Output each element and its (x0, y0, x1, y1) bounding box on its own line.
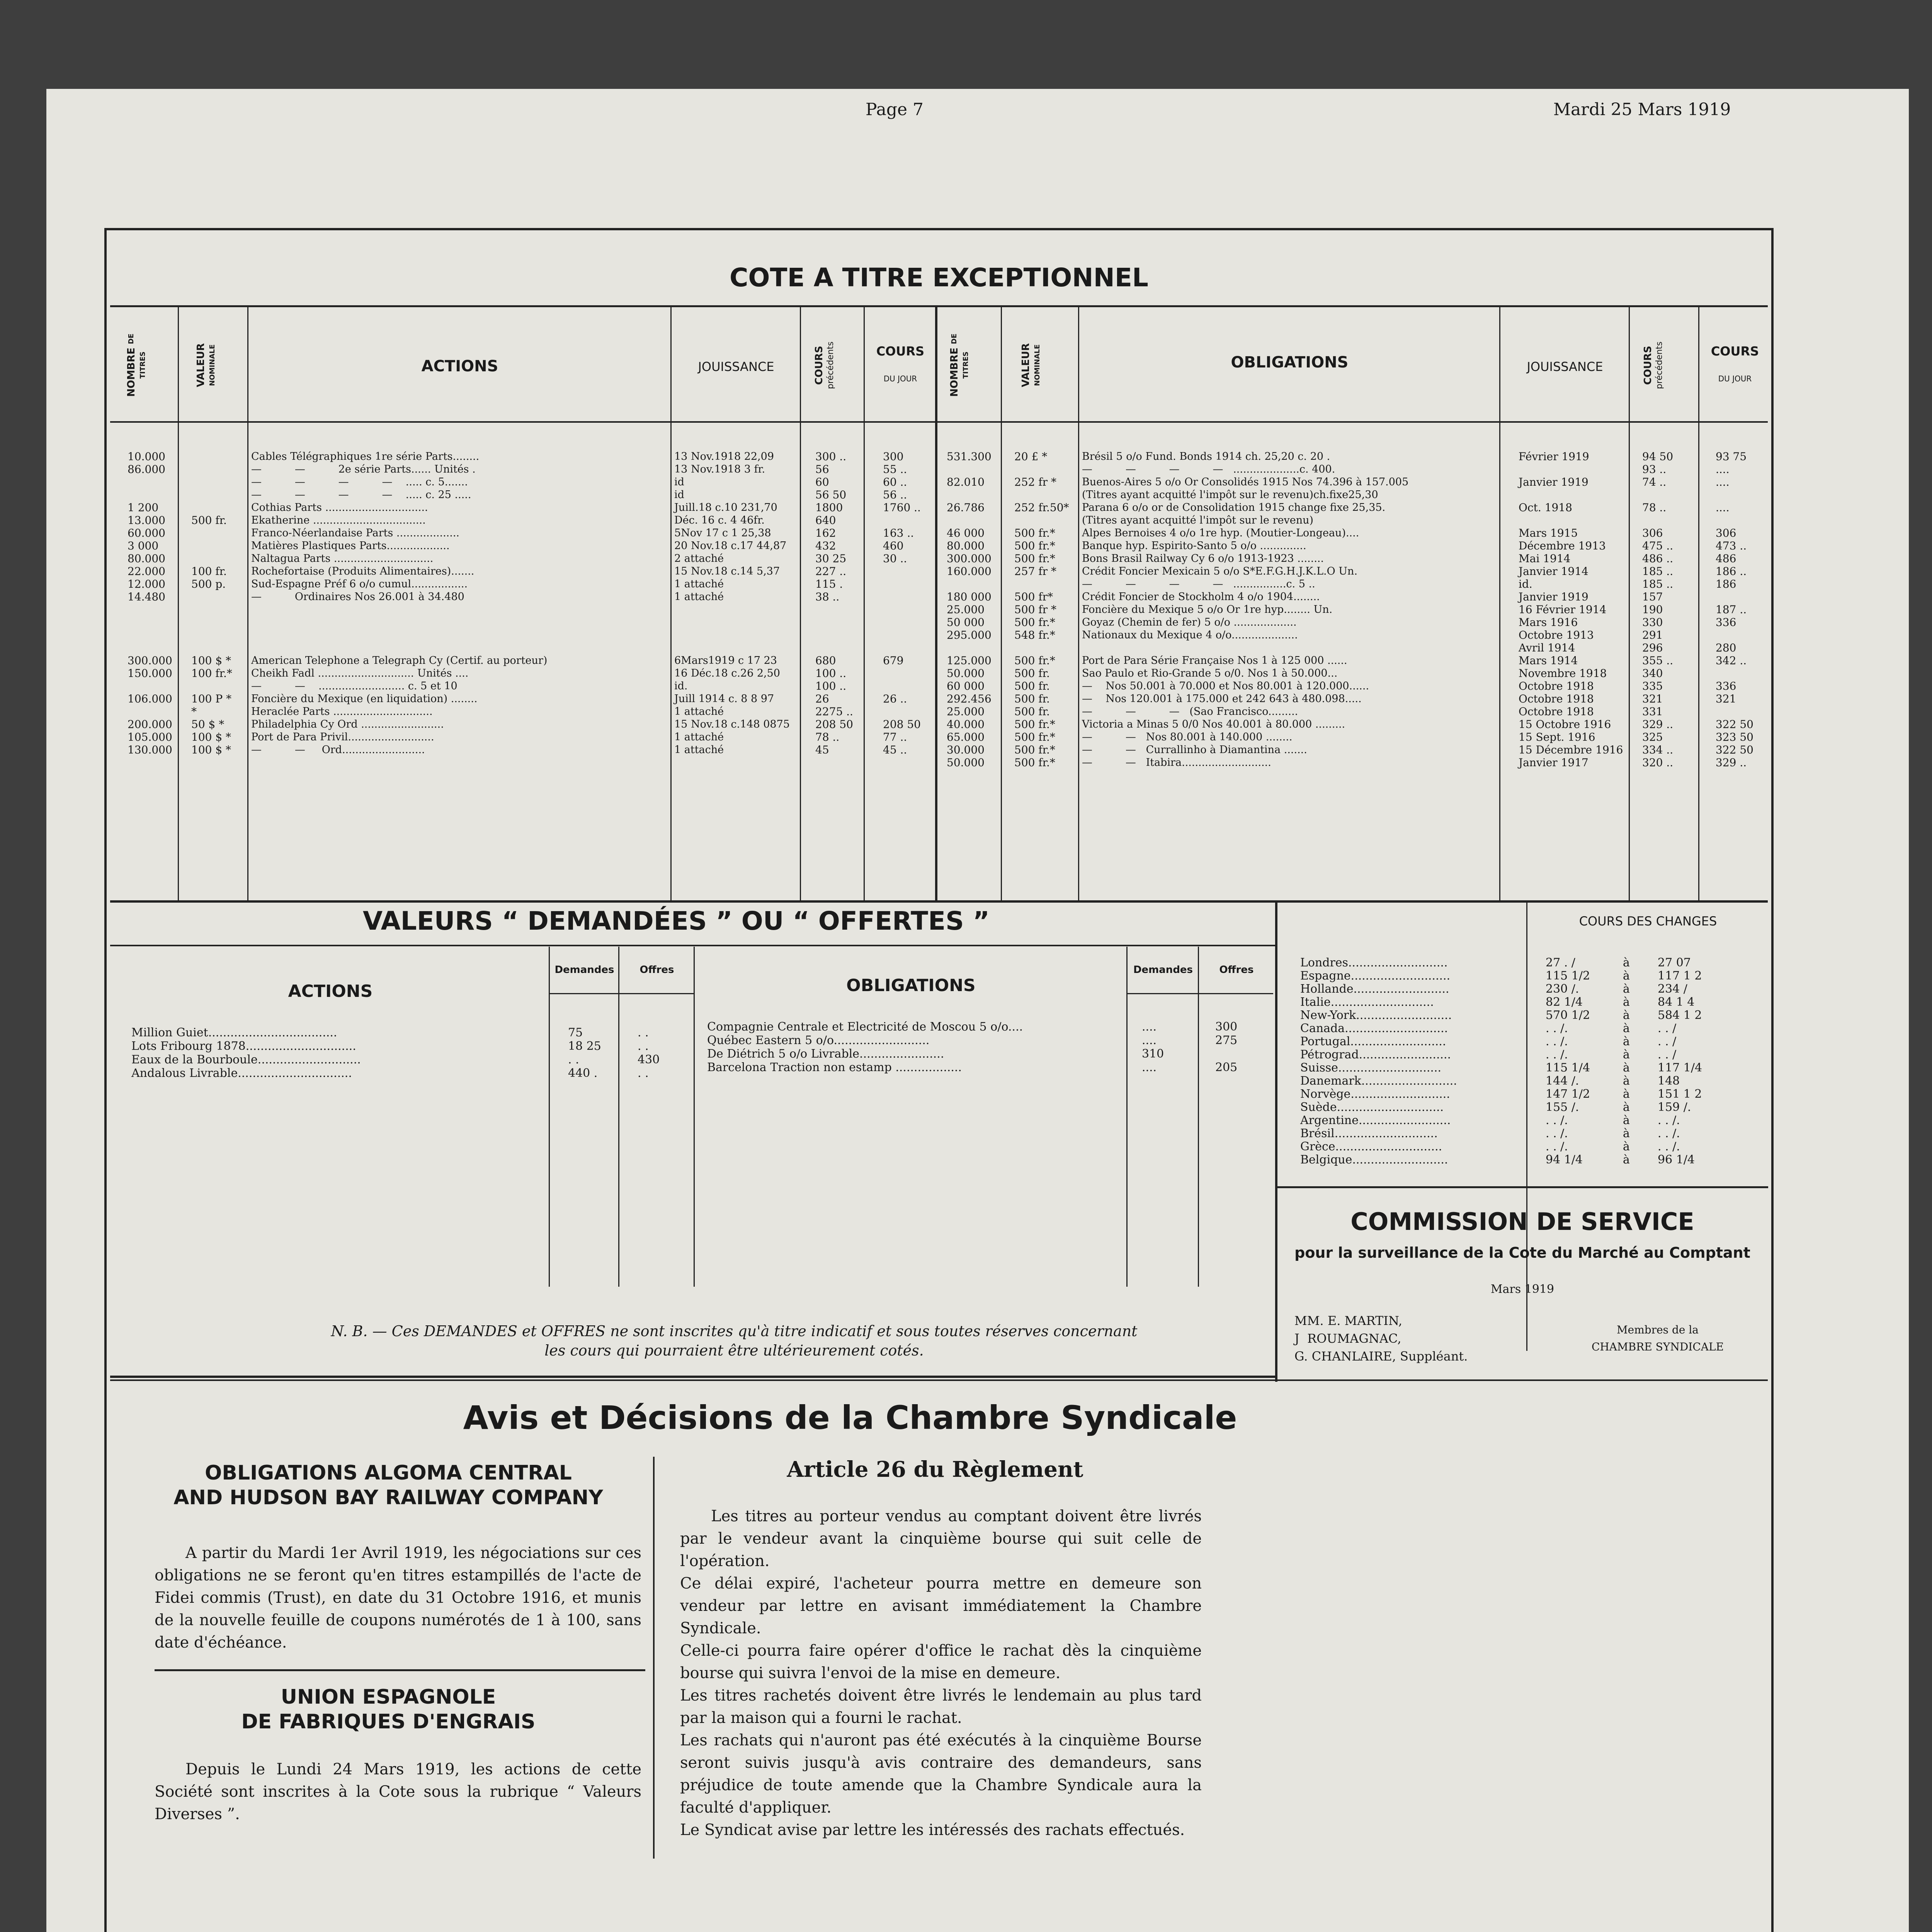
changes-to: 27 07 117 1 2 234 / 84 1 4 584 1 2 . . / . . / . . / 117 1/4 148 151 1 2 159 /. . . /. . . /. . . /. 96 1/4 (1658, 956, 1702, 1167)
valeurs-demandes-list-2: .... .... 310 .... (1142, 1020, 1164, 1074)
col-cours-precedents-r: 94 50 93 .. 74 .. 78 .. 306 475 .. 486 .. 185 .. 185 .. 157 190 330 291 296 355 .. 340 335 321 331 329 .. 325 334 .. 320 .. (1642, 450, 1673, 769)
valeurs-offres-header-2: Offres (1219, 964, 1254, 976)
valeurs-rule-bottom (110, 1376, 1275, 1378)
valeurs-vrule (1126, 947, 1128, 1287)
cote-vrule (1001, 307, 1002, 900)
changes-places: Londres........................... Espagne........................... Hollande.......................... Italie............................ New-York.......................... Canada............................ Portugal.......................... Pétrograd......................... Suisse............................ Danemark.......................... Norvège........................... Suède............................. Argentine......................... Brésil............................ Grèce............................. Belgique.......................... (1300, 956, 1457, 1167)
col-obligations: Brésil 5 o/o Fund. Bonds 1914 ch. 25,20 c. 20 . — — — — ....................c. 400. Buenos-Aires 5 o/o Or Consolidés 1915 Nos 74.396 à 157.005 (Titres ayant acquitté l'impôt sur le revenu)ch.fixe25,30 Parana 6 o/o or de Consolidation 1915 change fixe 25,35. (Titres ayant acquitté l'impôt sur le revenu) Alpes Bernoises 4 o/o 1re hyp. (Moutier-Longeau).... Banque hyp. Espirito-Santo 5 o/o .............. Bons Brasil Railway Cy 6 o/o 1913-1923 ........ Crédit Foncier Mexicain 5 o/o S*E.F.G.H.J.K.L.O Un. — — — — ................c. 5 .. Crédit Foncier de Stockholm 4 o/o 1904........ Foncière du Mexique 5 o/o Or 1re hyp........ Un. Goyaz (Chemin de fer) 5 o/o ................... Nationaux du Mexique 4 o/o.................... Port de Para Série Française Nos 1 à 125 000 ...... Sao Paulo et Rio-Grande 5 o/0. Nos 1 à 50.000... — Nos 50.001 à 70.000 et Nos 80.001 à 120.000...... — Nos 120.001 à 175.000 et 242 643 à 480.098..... — — — (Sao Francisco......... Victoria a Minas 5 0/0 Nos 40.001 à 80.000 ......... — — Nos 80.001 à 140.000 ........ — — Currallinho à Diamantina ....... — — Itabira........................... (1082, 451, 1409, 769)
col-nombre-r: 531.300 82.010 26.786 46 000 80.000 300.000 160.000 180 000 25.000 50 000 295.000 125.000 50.000 60 000 292.456 25.000 40.000 65.000 30.000 50.000 (947, 450, 992, 769)
valeurs-vrule (1198, 947, 1199, 1287)
issue-date: Mardi 25 Mars 1919 (1553, 100, 1731, 119)
avis-rule (110, 1379, 1768, 1381)
valeurs-obligations-list: Compagnie Centrale et Electricité de Moscou 5 o/o.... Québec Eastern 5 o/o.......................... De Diétrich 5 o/o Livrable....................... Barcelona Traction non estamp .................. (707, 1020, 1023, 1074)
cote-vrule (1499, 307, 1500, 900)
cote-rule-header (110, 421, 1768, 423)
cote-vrule-center (935, 307, 937, 900)
col-jouissance-r: Février 1919 Janvier 1919 Oct. 1918 Mars 1915 Décembre 1913 Mai 1914 Janvier 1914 id. Janvier 1919 16 Février 1914 Mars 1916 Octobre 1913 Avril 1914 Mars 1914 Novembre 1918 Octobre 1918 Octobre 1918 Octobre 1918 15 Octobre 1916 15 Sept. 1916 15 Décembre 1916 Janvier 1917 (1519, 450, 1623, 769)
page-number: Page 7 (866, 100, 924, 119)
valeurs-vrule (549, 947, 550, 1287)
changes-from: 27 . / 115 1/2 230 /. 82 1/4 570 1/2 . . /. . . /. . . /. 115 1/4 144 /. 147 1/2 155 /. . . /. . . /. . . /. 94 1/4 (1546, 956, 1590, 1167)
header-obligations: OBLIGATIONS (1231, 354, 1349, 371)
cote-vrule (1629, 307, 1630, 900)
commission-month: Mars 1919 (1490, 1282, 1554, 1296)
col-cours-jour: 300 55 .. 60 .. 56 .. 1760 .. 163 .. 460 30 .. 679 26 .. 208 50 77 .. 45 .. (883, 450, 921, 756)
valeurs-demandes-header-2: Demandes (1133, 964, 1193, 976)
header-nombre: NOMBRE DE TITRES (126, 333, 147, 397)
header-cours-jour: COURS DU JOUR (876, 344, 925, 383)
cote-vrule (1078, 307, 1079, 900)
commission-role: Membres de la CHAMBRE SYNDICALE (1591, 1323, 1724, 1353)
valeurs-actions-header: ACTIONS (288, 981, 373, 1001)
avis-title: Avis et Décisions de la Chambre Syndicale (463, 1399, 1237, 1437)
valeurs-subrule (1126, 993, 1273, 994)
cote-title: COTE A TITRE EXCEPTIONNEL (730, 263, 1148, 293)
col-valeur: 500 fr. 100 fr. 500 p. 100 $ * 100 fr.* 100 P * * 50 $ * 100 $ * 100 $ * (191, 514, 232, 756)
valeurs-actions-list: Million Guiet................................... Lots Fribourg 1878.............................. Eaux de la Bourboule............................ Andalous Livrable............................... (131, 1026, 361, 1080)
valeurs-vrule (694, 947, 695, 1287)
algoma-title: OBLIGATIONS ALGOMA CENTRAL AND HUDSON BAY RAILWAY COMPANY (173, 1461, 603, 1509)
col-jouissance: 13 Nov.1918 22,09 13 Nov.1918 3 fr. id id Juill.18 c.10 231,70 Déc. 16 c. 4 46fr. 5Nov 17 c 1 25,38 20 Nov.18 c.17 44,87 2 attaché 15 Nov.18 c.14 5,37 1 attaché 1 attaché 6Mars1919 c 17 23 16 Déc.18 c.26 2,50 id. Juill 1914 c. 8 8 97 1 attaché 15 Nov.18 c.148 0875 1 attaché 1 attaché (674, 451, 790, 756)
commission-rule (1277, 1186, 1768, 1188)
union-text: Depuis le Lundi 24 Mars 1919, les actions de cette Société sont inscrites à la Cote sous la rubrique “ Valeurs Diverses ”. (155, 1760, 641, 1823)
valeurs-title: VALEURS “ DEMANDÉES ” OU “ OFFERTES ” (362, 906, 990, 936)
valeurs-divider (1275, 903, 1277, 1382)
header-actions: ACTIONS (421, 357, 498, 375)
header-valeur: VALEUR NOMINALE (195, 343, 216, 387)
valeurs-offres-header: Offres (639, 964, 674, 976)
header-cours-jour-r: COURS DU JOUR (1711, 344, 1759, 383)
valeurs-offres-list: . . . . 430 . . (638, 1026, 660, 1080)
cote-vrule (1698, 307, 1699, 900)
valeurs-note: N. B. — Ces DEMANDES et OFFRES ne sont inscrites qu'à titre indicatif et sous toutes réserves concernant les cours qui pourraient être ultérieurement cotés. (331, 1323, 1138, 1359)
cote-vrule (800, 307, 801, 900)
commission-title: COMMISSION DE SERVICE (1350, 1208, 1694, 1236)
col-cours-precedents: 300 .. 56 60 56 50 1800 640 162 432 30 25 227 .. 115 . 38 .. 680 100 .. 100 .. 26 2275 .. 208 50 78 .. 45 (815, 450, 853, 756)
union-title: UNION ESPAGNOLE DE FABRIQUES D'ENGRAIS (241, 1685, 536, 1733)
cote-vrule (670, 307, 672, 900)
valeurs-offres-list-2: 300 275 205 (1215, 1020, 1238, 1074)
col-nombre: 10.000 86.000 1 200 13.000 60.000 3 000 80.000 22.000 12.000 14.480 300.000 150.000 106.000 200.000 105.000 130.000 (128, 450, 172, 756)
cote-vrule (247, 307, 248, 900)
changes-a: à à à à à à à à à à à à à à à à (1623, 956, 1630, 1167)
article-text: Les titres au porteur vendus au comptant doivent être livrés par le vendeur avant la cinquième bourse qui suit celle de l'opération. Ce délai expiré, l'acheteur pourra mettre en demeure son vendeur par lettre en avisant immédiatement la Chambre Syndicale. Celle-ci pourra faire opérer d'office le rachat dès la cinquième bourse qui suivra l'envoi de la mise en demeure. Les titres rachetés doivent être livrés le lendemain au plus tard par la maison qui a fourni le rachat. Les rachats qui n'auront pas été exécutés à la cinquième Bourse seront suivis jusqu'à avis contraire des demandeurs, sans préjudice de toute amende que la Chambre Syndicale aura la faculté d'appliquer. Le Syndicat avise par lettre les intéressés des rachats effectués. (680, 1507, 1202, 1839)
header-cours-precedents: COURS précédents (813, 341, 835, 389)
article-title: Article 26 du Règlement (787, 1457, 1083, 1482)
valeurs-demandes-list: 75 18 25 . . 440 . (568, 1026, 601, 1080)
commission-subtitle: pour la surveillance de la Cote du Marché au Comptant (1294, 1244, 1750, 1261)
cote-rule-top (110, 305, 1768, 307)
valeurs-rule (110, 945, 1275, 946)
changes-title: COURS DES CHANGES (1579, 914, 1717, 929)
cote-vrule (864, 307, 865, 900)
valeurs-subrule (549, 993, 694, 994)
header-cours-precedents-r: COURS précédents (1642, 341, 1664, 389)
col-valeur-r: 20 £ * 252 fr * 252 fr.50* 500 fr.* 500 fr.* 500 fr.* 257 fr * 500 fr* 500 fr * 500 fr.* 548 fr.* 500 fr.* 500 fr. 500 fr. 500 fr. 500 fr. 500 fr.* 500 fr.* 500 fr.* 500 fr.* (1014, 450, 1069, 769)
header-jouissance: JOUISSANCE (698, 359, 774, 374)
avis-vrule (653, 1457, 655, 1859)
header-jouissance-r: JOUISSANCE (1527, 359, 1603, 374)
col-cours-jour-r: 93 75 .... .... .... 306 473 .. 486 186 .. 186 187 .. 336 280 342 .. 336 321 322 50 323 50 322 50 329 .. (1716, 450, 1753, 769)
cote-rule-bottom (110, 900, 1768, 903)
header-valeur-r: VALEUR NOMINALE (1020, 343, 1041, 387)
col-actions: Cables Télégraphiques 1re série Parts........ — — 2e série Parts...... Unités . — — — — ..... c. 5....... — — — — ..... c. 25 ..... Cothias Parts ............................... Ekatherine .................................. Franco-Néerlandaise Parts ................... Matières Plastiques Parts................... Naltagua Parts .............................. Rochefortaise (Produits Alimentaires)....... Sud-Espagne Préf 6 o/o cumul................. — Ordinaires Nos 26.001 à 34.480 American Telephone a Telegraph Cy (Certif. au porteur) Cheikh Fadl ............................. Unités .... — — .......................... c. 5 et 10 Foncière du Mexique (en liquidation) ........ Heraclée Parts .............................. Philadelphia Cy Ord ......................... Port de Para Privil.......................... — — Ord......................... (251, 451, 548, 756)
header-nombre-r: NOMBRE DE TITRES (949, 333, 970, 397)
valeurs-demandes-header: Demandes (554, 964, 614, 976)
cote-vrule (178, 307, 179, 900)
algoma-text: A partir du Mardi 1er Avril 1919, les négociations sur ces obligations ne se feront qu'en titres estampillés de l'acte de Fidei commis (Trust), en date du 31 Octobre 1916, et munis de la nouvelle feuille de coupons numérotés de 1 à 100, sans date d'échéance. (155, 1544, 641, 1651)
valeurs-obligations-header: OBLIGATIONS (846, 976, 976, 995)
algoma-rule (155, 1669, 645, 1671)
commission-members: MM. E. MARTIN, J ROUMAGNAC, G. CHANLAIRE, Suppléant. (1294, 1313, 1468, 1364)
valeurs-vrule (618, 947, 619, 1287)
